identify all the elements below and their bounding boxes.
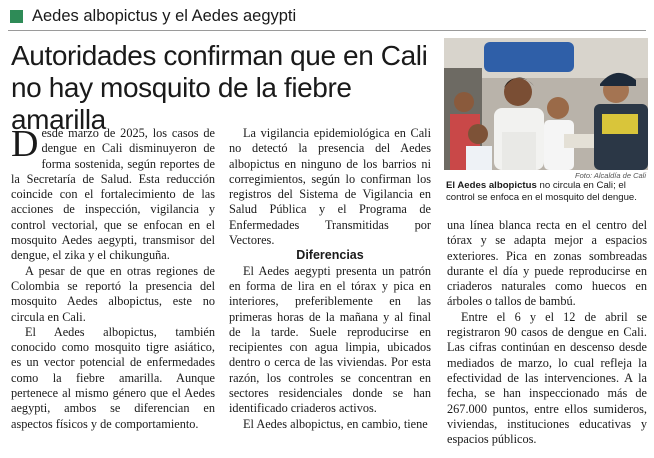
photo-credit: Foto: Alcaldía de Cali <box>574 171 646 180</box>
article-column-2 <box>229 126 431 456</box>
paragraph-text: esde marzo de 2025, los casos de dengue en Cali disminuyeron de forma sostenida, según reportes de la Secretaría de Salud. Esta reducción coincide con el fortalecimiento de las acciones de inspección, vigilancia y control vectorial, que se enfocan en el mosquito Aedes aegypti, transmisor del dengue, el zika y el chikunguña. <box>11 126 215 263</box>
news-photo <box>444 38 648 170</box>
article-paragraph: El Aedes albopictus, también conocido como mosquito tigre asiático, es un vector potencial de enfermedades como la fiebre amarilla. Aunque pertenece al mismo género que el Aedes aegypti, ambos se diferencian en aspectos físicos y de comportamiento. <box>11 324 215 431</box>
article-paragraph: Entre el 6 y el 12 de abril se registraron 90 casos de dengue en Cali. Las cifras continúan en descenso desde mediados de marzo, lo cual refleja la efectividad de las intervenciones. A la fecha, se han inspeccionado más de 267.000 puntos, entre ellos sumideros, viviendas, instituciones educativas y espacios públicos. <box>447 309 647 447</box>
article-paragraph <box>11 126 215 264</box>
kicker-text: Aedes albopictus y el Aedes aegypti <box>32 6 297 25</box>
section-kicker <box>10 6 296 26</box>
news-photo-illustration <box>444 38 648 170</box>
header-divider <box>8 30 646 31</box>
article-paragraph: El Aedes albopictus, en cambio, tiene <box>243 416 428 431</box>
caption-bold: El Aedes albopictus <box>446 180 537 191</box>
subheading: Diferencias <box>296 248 364 263</box>
caption-text: no circula en Cali; el control se enfoca en el mosquito del dengue. <box>446 180 637 203</box>
headline-line-1: Autoridades confirman que en Cali <box>11 40 428 71</box>
article-paragraph: A pesar de que en otras regiones de Colombia se reportó la presencia del mosquito Aedes albopictus, este no circula en Cali. <box>11 263 215 324</box>
headline-line-2: no hay mosquito de la fiebre amarilla <box>11 72 352 135</box>
article-column-1 <box>11 126 215 456</box>
article-paragraph: La vigilancia epidemiológica en Cali no detectó la presencia del Aedes albopictus en ninguno de los barrios ni corregimientos, según lo confirman los registros del Sistema de Vigilancia en Salud Pública y el Programa de Enfermedades Transmitidas por Vectores. <box>229 126 431 248</box>
article-paragraph: El Aedes aegypti presenta un patrón en forma de lira en el tórax y pica en interiores, preferiblemente en las primeras horas de la mañana y al final de la tarde. Suele reproducirse en recipientes con agua limpia, ubicados dentro o cerca de las viviendas. Por esta razón, los controles se concentran en sectores residenciales donde se han identificado criaderos activos. <box>229 263 431 416</box>
photo-caption <box>446 180 646 204</box>
article-paragraph: una línea blanca recta en el centro del tórax y se adapta mejor a espacios exteriores. Pica en zonas sombreadas durante el día y puede reproducirse en criaderos naturales como huecos en árboles o tallos de bambú. <box>447 218 647 309</box>
kicker-square-icon <box>10 10 23 23</box>
headline <box>11 40 439 136</box>
article-column-3 <box>447 218 647 456</box>
drop-cap: D <box>11 126 39 165</box>
